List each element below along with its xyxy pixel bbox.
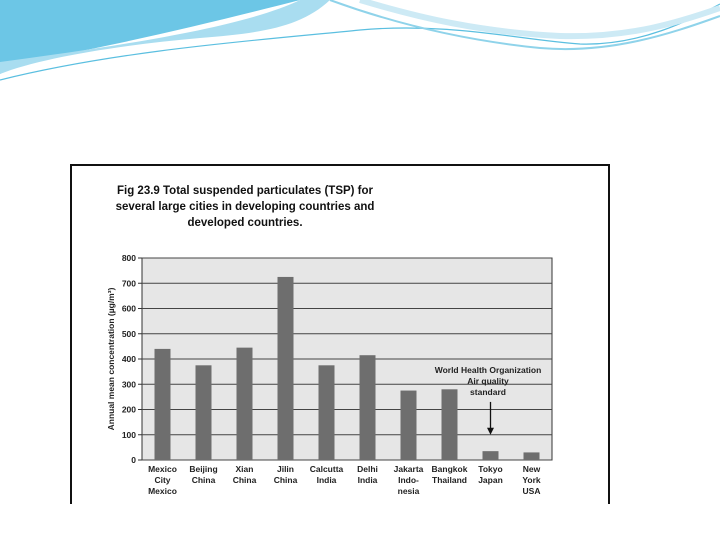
x-tick-label: City	[154, 475, 171, 485]
x-tick-label: Tokyo	[478, 464, 503, 474]
y-tick-label: 100	[121, 429, 136, 440]
y-tick-label: 400	[121, 354, 136, 364]
swoosh-band-main	[0, 0, 300, 74]
bar	[237, 348, 253, 460]
y-tick-label: 600	[121, 303, 136, 314]
slide-header-swoosh	[0, 0, 720, 90]
x-tick-label: Delhi	[357, 464, 378, 474]
annotation-text: Air quality	[467, 375, 509, 386]
bar	[319, 365, 335, 460]
y-tick-label: 200	[121, 404, 136, 415]
x-tick-label: Indo-	[398, 475, 419, 485]
y-tick-label: 0	[131, 455, 136, 465]
chart-title-line: developed countries.	[187, 217, 303, 229]
bar	[278, 277, 294, 460]
bar	[360, 355, 376, 460]
x-tick-label: Mexico	[148, 464, 177, 474]
x-tick-label: York	[522, 475, 541, 485]
x-tick-label: Japan	[478, 475, 503, 485]
x-tick-label: USA	[522, 486, 541, 496]
y-tick-label: 300	[121, 379, 136, 390]
bar-chart	[72, 166, 610, 504]
x-tick-label: China	[191, 475, 216, 485]
bar	[155, 349, 171, 460]
bar	[401, 391, 417, 460]
x-tick-label: Thailand	[432, 475, 467, 485]
x-tick-label: New	[522, 464, 541, 474]
x-tick-label: India	[316, 475, 337, 485]
x-tick-label: Beijing	[189, 464, 218, 474]
annotation-text: standard	[470, 386, 506, 397]
x-tick-label: China	[273, 475, 298, 485]
chart-title-line: Fig 23.9 Total suspended particulates (TSP) for	[116, 185, 374, 197]
y-tick-label: 800	[121, 253, 136, 263]
bar	[442, 389, 458, 460]
y-tick-label: 700	[121, 278, 136, 289]
x-tick-label: Bangkok	[431, 464, 468, 474]
x-tick-label: Calcutta	[309, 464, 344, 474]
annotation-text: World Health Organization	[434, 364, 542, 375]
x-tick-label: Jakarta	[393, 464, 424, 474]
figure-frame	[70, 164, 610, 504]
x-tick-label: India	[357, 475, 378, 485]
x-tick-label: Xian	[235, 464, 254, 474]
chart-title-line: several large cities in developing countries and	[115, 201, 375, 213]
bar	[524, 452, 540, 460]
x-tick-label: China	[232, 475, 257, 485]
x-tick-label: nesia	[397, 486, 420, 496]
bar	[483, 451, 499, 460]
y-tick-label: 500	[121, 328, 136, 339]
x-tick-label: Mexico	[148, 486, 177, 496]
bar	[196, 365, 212, 460]
y-axis-label: Annual mean concentration (µg/m³)	[106, 287, 116, 431]
x-tick-label: Jilin	[276, 464, 295, 474]
